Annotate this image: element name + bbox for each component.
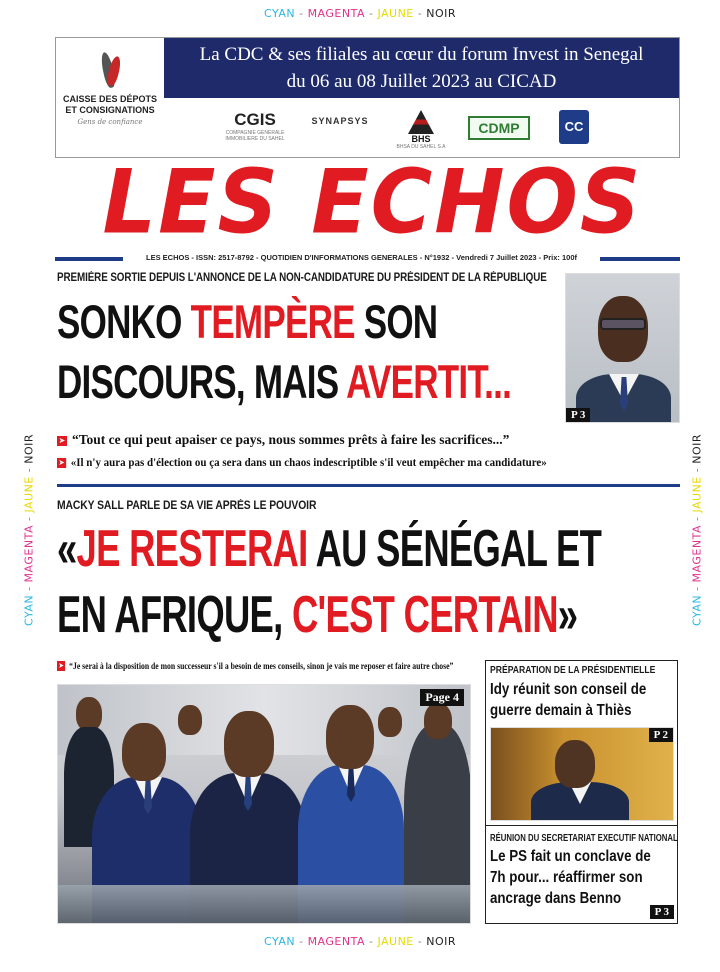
- story1-headline-line1[interactable]: SONKO TEMPÈRE SON: [57, 295, 438, 348]
- masthead-infoline: [55, 253, 680, 263]
- story2-headline-line2[interactable]: EN AFRIQUE, C'EST CERTAIN»: [57, 586, 578, 644]
- sidebar-item1-badge: P 2: [649, 728, 673, 742]
- sidebar-item1-title-line2: guerre demain à Thiès: [490, 702, 632, 719]
- section-divider: [57, 484, 680, 487]
- masthead-title: LES ECHOS: [102, 150, 643, 254]
- cdmp-logo: CDMP: [464, 110, 534, 150]
- cgis-logo: CGIS COMPAGNIE GENERALE IMMOBILIERE DU SAHEL: [225, 110, 285, 142]
- story2-page-badge: Page 4: [420, 689, 464, 706]
- story2-kicker: MACKY SALL PARLE DE SA VIE APRÈS LE POUVOIR: [57, 500, 317, 512]
- info-rule-right: [600, 257, 680, 261]
- model-display: [58, 885, 471, 924]
- issue-info: LES ECHOS - ISSN: 2517-8792 - QUOTIDIEN D'INFORMATIONS GENERALES - N°1932 - Vendredi 7 Juillet 2023 - Prix: 100f: [145, 253, 577, 262]
- sonko-photo[interactable]: [565, 273, 680, 423]
- partner-logos: [164, 104, 679, 156]
- tower-icon: [408, 110, 434, 134]
- sidebar-item2-title-line1: Le PS fait un conclave de: [490, 848, 651, 865]
- story2-headline-line1[interactable]: «JE RESTERAI AU SÉNÉGAL ET: [57, 520, 602, 578]
- sidebar-box: [485, 660, 678, 924]
- synapsys-logo: SYNAPSYS: [311, 116, 369, 126]
- story2-quote: ➤ “Je serai à la disposition de mon successeur s'il a besoin de mes conseils, sinon je vais me reposer et faire autre chose”: [58, 661, 454, 672]
- story1-page-badge: P 3: [566, 408, 590, 422]
- idy-photo[interactable]: [490, 727, 674, 821]
- cdc-mark-icon: [95, 50, 125, 90]
- macky-sall-photo[interactable]: [57, 684, 471, 924]
- ad-headline-band: [164, 38, 679, 98]
- story1-kicker: PREMIÈRE SORTIE DEPUIS L'ANNONCE DE LA NON-CANDIDATURE DU PRÉSIDENT DE LA RÉPUBLIQUE: [57, 272, 547, 284]
- cdc-name-line1: CAISSE DES DÉPOTS: [62, 94, 158, 104]
- sidebar-item1-kicker: PRÉPARATION DE LA PRÉSIDENTIELLE: [490, 664, 656, 676]
- info-rule-left: [55, 257, 123, 261]
- story1-quote1: ➤ “Tout ce qui peut apaiser ce pays, nous sommes prêts à faire les sacrifices...”: [58, 432, 510, 447]
- bullet-arrow-icon: ➤: [58, 458, 65, 467]
- bhs-logo: BHS BHSA DU SAHEL S.A: [396, 110, 446, 150]
- sidebar-item-idy[interactable]: [490, 664, 692, 721]
- print-marks-left: CYAN - MAGENTA - JAUNE - NOIR: [22, 433, 36, 627]
- story1-headline-line2[interactable]: DISCOURS, MAIS AVERTIT...: [57, 355, 512, 408]
- sidebar-item-ps[interactable]: [490, 832, 720, 909]
- sidebar-item2-badge: P 3: [650, 905, 674, 919]
- cdc-ad-banner[interactable]: [55, 37, 680, 158]
- print-marks-top: CYAN - MAGENTA - JAUNE - NOIR: [263, 7, 457, 20]
- ad-headline-line2: du 06 au 08 Juillet 2023 au CICAD: [286, 71, 557, 92]
- ad-headline-line1: La CDC & ses filiales au cœur du forum Invest in Senegal: [199, 44, 644, 65]
- sidebar-item2-title-line3: ancrage dans Benno: [490, 890, 622, 907]
- sidebar-item1-title-line1: Idy réunit son conseil de: [490, 681, 647, 698]
- print-marks-right: CYAN - MAGENTA - JAUNE - NOIR: [690, 433, 704, 627]
- story1-quote2: ➤ «Il n'y aura pas d'élection ou ça sera dans un chaos indescriptible s'il veut empêcher ma candidature»: [58, 455, 547, 469]
- bullet-arrow-icon: ➤: [58, 436, 66, 445]
- bullet-arrow-icon: ➤: [58, 661, 64, 670]
- cc-logo: CC: [554, 110, 594, 150]
- glasses-icon: [600, 318, 646, 330]
- cdc-name-line2: ET CONSIGNATIONS: [65, 105, 155, 115]
- print-marks-bottom: CYAN - MAGENTA - JAUNE - NOIR: [263, 935, 457, 948]
- cdc-logo: [60, 50, 160, 145]
- sidebar-item2-kicker: RÉUNION DU SECRETARIAT EXECUTIF NATIONAL: [490, 832, 678, 844]
- sidebar-item2-title-line2: 7h pour... réaffirmer son: [490, 869, 643, 886]
- cdc-tagline: Gens de confiance: [77, 118, 143, 126]
